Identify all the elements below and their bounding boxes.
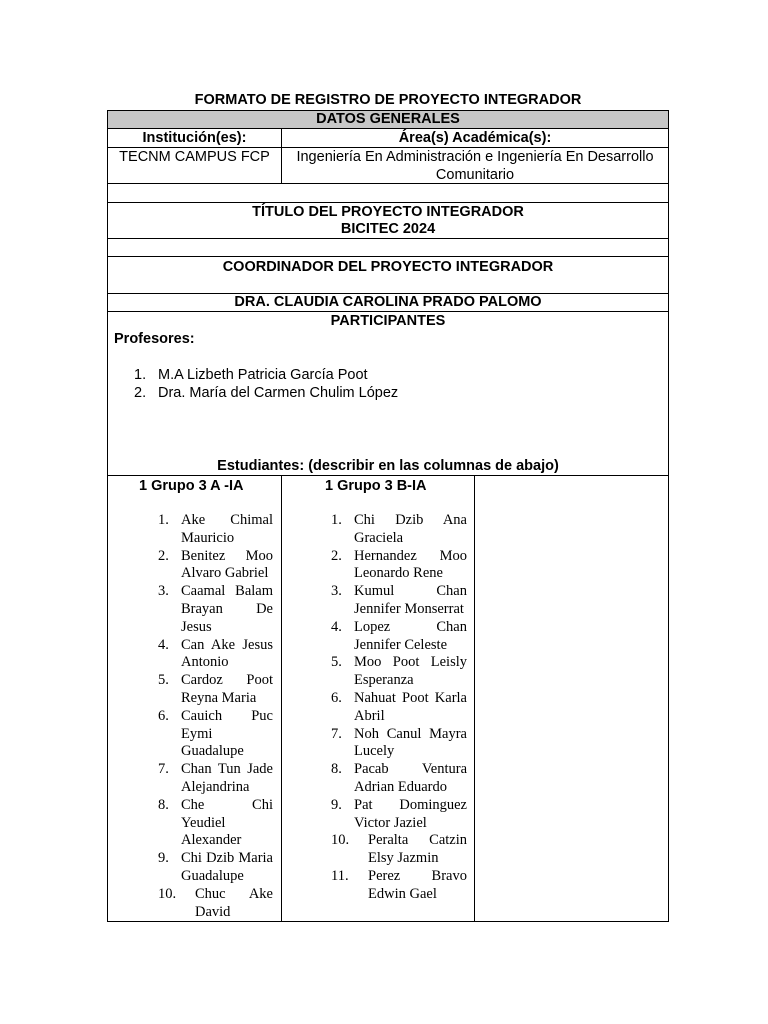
student-name: Chuc Ake David bbox=[195, 885, 273, 920]
group-a-student-list bbox=[158, 512, 273, 921]
item-number: 1. bbox=[331, 512, 342, 528]
item-number: 9. bbox=[331, 796, 342, 813]
general-data-heading: DATOS GENERALES bbox=[316, 111, 460, 127]
list-item bbox=[158, 708, 273, 761]
coordinator-name: DRA. CLAUDIA CAROLINA PRADO PALOMO bbox=[234, 294, 542, 310]
document-title: FORMATO DE REGISTRO DE PROYECTO INTEGRADOR bbox=[194, 92, 582, 108]
group-b-student-list bbox=[331, 512, 467, 904]
group-a-heading: 1 Grupo 3 A -IA bbox=[139, 478, 244, 494]
item-number: 4. bbox=[331, 618, 342, 635]
student-name: Cauich Puc Eymi Guadalupe bbox=[181, 707, 273, 760]
list-item bbox=[331, 654, 467, 690]
item-number: 10. bbox=[331, 832, 350, 849]
project-title-value: BICITEC 2024 bbox=[340, 221, 436, 237]
institution-label: Institución(es): bbox=[142, 130, 247, 146]
professor-name: Dra. María del Carmen Chulim López bbox=[158, 385, 399, 401]
list-item bbox=[158, 548, 273, 584]
student-name: Kumul Chan Jennifer Monserrat bbox=[354, 583, 467, 617]
student-name: Chan Tun Jade Alejandrina bbox=[181, 761, 273, 795]
list-item bbox=[331, 548, 467, 584]
professors-list bbox=[134, 366, 398, 402]
item-number: 10. bbox=[158, 885, 177, 902]
item-number: 8. bbox=[158, 796, 169, 813]
item-number: 2. bbox=[134, 385, 147, 401]
student-name: Pacab Ventura Adrian Eduardo bbox=[354, 761, 467, 795]
student-name: Caamal Balam Brayan De Jesus bbox=[181, 583, 273, 635]
list-item bbox=[158, 797, 273, 850]
list-item bbox=[158, 583, 273, 636]
row-divider bbox=[107, 256, 669, 257]
list-item bbox=[331, 832, 467, 868]
student-name: Can Ake Jesus Antonio bbox=[181, 636, 273, 671]
item-number: 1. bbox=[134, 367, 147, 383]
institution-value: TECNM CAMPUS FCP bbox=[119, 149, 270, 165]
item-number: 7. bbox=[158, 761, 169, 778]
area-value: Ingeniería En Administración e Ingeniería En Desarrollo Comunitario bbox=[296, 149, 654, 183]
item-number: 6. bbox=[331, 689, 342, 706]
project-title-label: TÍTULO DEL PROYECTO INTEGRADOR bbox=[252, 204, 524, 220]
item-number: 5. bbox=[331, 654, 342, 671]
item-number: 1. bbox=[158, 512, 169, 528]
list-item bbox=[331, 726, 467, 762]
item-number: 4. bbox=[158, 636, 169, 653]
student-name: Pat Dominguez Victor Jaziel bbox=[354, 796, 467, 831]
student-name: Ake Chimal Mauricio bbox=[181, 512, 273, 546]
list-item bbox=[158, 886, 273, 922]
list-item bbox=[158, 512, 273, 548]
student-name: Noh Canul Mayra Lucely bbox=[354, 725, 467, 760]
item-number: 3. bbox=[331, 583, 342, 600]
participants-heading: PARTICIPANTES bbox=[330, 313, 446, 329]
list-item bbox=[331, 583, 467, 619]
item-number: 9. bbox=[158, 850, 169, 867]
student-name: Benitez Moo Alvaro Gabriel bbox=[181, 547, 273, 582]
student-name: Nahuat Poot Karla Abril bbox=[354, 689, 467, 724]
list-item bbox=[331, 761, 467, 797]
student-name: Perez Bravo Edwin Gael bbox=[368, 867, 467, 902]
list-item bbox=[331, 797, 467, 833]
students-heading: Estudiantes: (describir en las columnas de abajo) bbox=[217, 458, 559, 474]
student-name: Cardoz Poot Reyna Maria bbox=[181, 672, 273, 706]
list-item bbox=[158, 637, 273, 673]
list-item bbox=[134, 384, 398, 402]
item-number: 2. bbox=[158, 547, 169, 564]
item-number: 8. bbox=[331, 761, 342, 778]
item-number: 5. bbox=[158, 672, 169, 689]
list-item bbox=[331, 690, 467, 726]
professors-label: Profesores: bbox=[114, 331, 195, 347]
item-number: 7. bbox=[331, 725, 342, 742]
column-divider bbox=[474, 475, 475, 922]
professor-name: M.A Lizbeth Patricia García Poot bbox=[158, 367, 368, 383]
student-name: Moo Poot Leisly Esperanza bbox=[354, 654, 467, 689]
list-item bbox=[331, 868, 467, 904]
row-divider bbox=[107, 475, 669, 476]
item-number: 2. bbox=[331, 547, 342, 564]
row-divider bbox=[107, 238, 669, 239]
item-number: 3. bbox=[158, 583, 169, 600]
list-item bbox=[134, 366, 398, 384]
list-item bbox=[158, 850, 273, 886]
coordinator-label: COORDINADOR DEL PROYECTO INTEGRADOR bbox=[222, 259, 554, 275]
student-name: Hernandez Moo Leonardo Rene bbox=[354, 547, 467, 582]
student-name: Chi Dzib Ana Graciela bbox=[354, 512, 467, 546]
list-item bbox=[158, 761, 273, 797]
student-name: Lopez Chan Jennifer Celeste bbox=[354, 618, 467, 653]
student-name: Chi Dzib Maria Guadalupe bbox=[181, 850, 273, 884]
item-number: 6. bbox=[158, 707, 169, 724]
student-name: Che Chi Yeudiel Alexander bbox=[181, 796, 273, 849]
list-item bbox=[158, 672, 273, 708]
item-number: 11. bbox=[331, 867, 349, 884]
list-item bbox=[331, 619, 467, 655]
column-divider bbox=[281, 475, 282, 922]
group-b-heading: 1 Grupo 3 B-IA bbox=[325, 478, 427, 494]
student-name: Peralta Catzin Elsy Jazmin bbox=[368, 832, 467, 867]
list-item bbox=[331, 512, 467, 548]
area-label: Área(s) Académica(s): bbox=[398, 130, 552, 146]
